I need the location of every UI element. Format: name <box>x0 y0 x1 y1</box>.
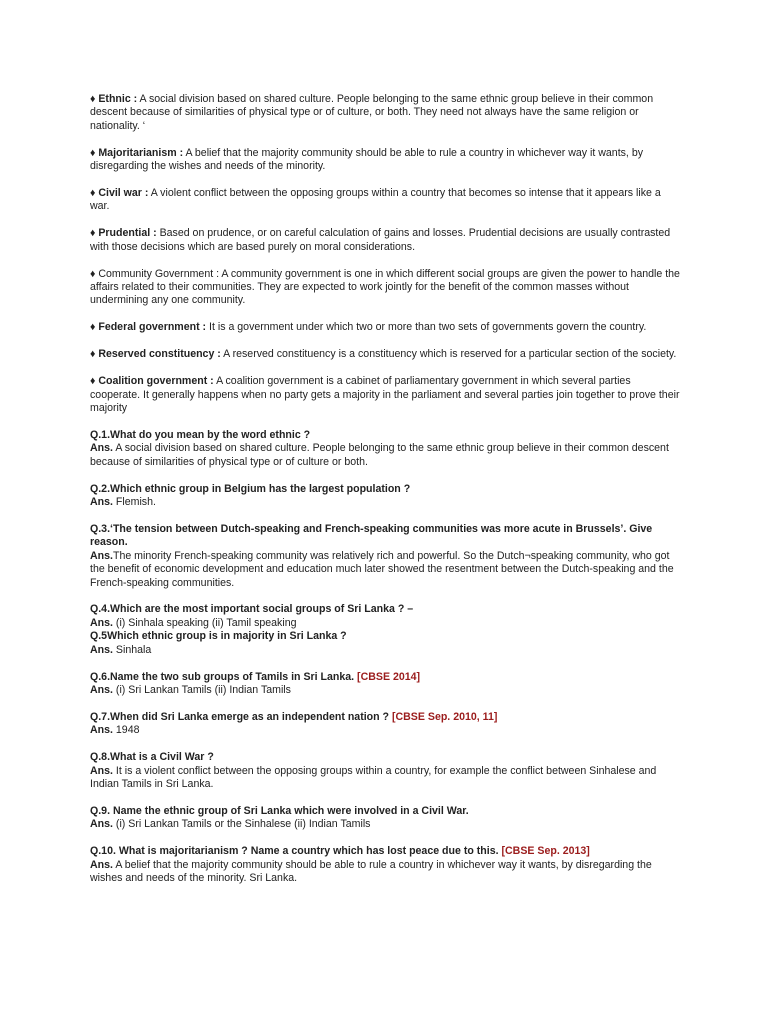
answer-text: It is a violent conflict between the opposing groups within a country, for example the conflict between Sinhalese and Indian Tamils in Sri Lanka. <box>90 764 657 791</box>
definition-term: ♦ Ethnic : <box>90 93 138 105</box>
definition-federal-government <box>90 321 680 334</box>
question-text: Q.3.‘The tension between Dutch-speaking and French-speaking communities was more acute in Brussels’. Give reason. <box>90 522 653 549</box>
definition-text: ♦ Community Government : A community government is one in which different social groups are given the power to handle the affairs related to their communities. They are expected to work jointly for the benefit of the common masses without undermining any one community. <box>90 267 680 307</box>
definition-term: ♦ Civil war : <box>90 187 149 200</box>
definition-text: A social division based on shared culture. People belonging to the same ethnic group believe in their common descent because of similarities of physical type or of culture, or both. They need not always have the same religion or nationality. ‘ <box>90 93 654 132</box>
question-text: Q.8.What is a Civil War ? <box>90 751 214 764</box>
definition-text: It is a government under which two or more than two sets of governments govern the country. <box>206 321 647 334</box>
answer-label: Ans. <box>90 643 113 656</box>
question-2 <box>90 483 680 510</box>
definition-ethnic <box>90 93 680 133</box>
answer-label: Ans. <box>90 616 113 629</box>
question-text: Q.7.When did Sri Lanka emerge as an independent nation ? <box>90 710 390 723</box>
answer-label: Ans. <box>90 549 113 562</box>
answer-text: The minority French-speaking community was relatively rich and powerful. So the Dutch¬speaking community, who got the benefit of economic development and education much later showed the resentment between the Dutch-speaking and the French-speaking communities. <box>90 549 674 589</box>
definition-text: A violent conflict between the opposing groups within a country that becomes so intense that it appears like a war. <box>90 187 661 213</box>
question-3 <box>90 523 680 590</box>
answer-text: Sinhala <box>112 643 152 656</box>
definition-text: Based on prudence, or on careful calculation of gains and losses. Prudential decisions are usually contrasted with those decisions which are based purely on moral considerations. <box>90 227 671 253</box>
document-body <box>90 93 680 899</box>
answer-label: Ans. <box>90 818 113 831</box>
exam-tag: [CBSE Sep. 2013] <box>498 845 590 858</box>
question-4 <box>90 603 680 630</box>
definition-text: A belief that the majority community should be able to rule a country in whichever way it wants, by disregarding the wishes and needs of the minority. <box>90 146 644 173</box>
answer-text: (i) Sri Lankan Tamils (ii) Indian Tamils <box>112 684 291 696</box>
question-7 <box>90 711 680 738</box>
answer-text: (i) Sinhala speaking (ii) Tamil speaking <box>112 616 297 629</box>
definition-text: A reserved constituency is a constituency which is reserved for a particular section of the society. <box>220 348 677 361</box>
definition-term: ♦ Prudential : <box>90 227 157 240</box>
question-1 <box>90 429 680 469</box>
definition-reserved-constituency <box>90 348 680 361</box>
answer-label: Ans. <box>90 858 113 871</box>
question-text: Q.4.Which are the most important social groups of Sri Lanka ? – <box>90 603 414 616</box>
definition-term: ♦ Reserved constituency : <box>90 348 221 361</box>
answer-text: (i) Sri Lankan Tamils or the Sinhalese (ii) Indian Tamils <box>112 818 371 831</box>
answer-label: Ans. <box>90 764 113 777</box>
answer-label: Ans. <box>90 724 113 737</box>
answer-text: A belief that the majority community should be able to rule a country in whichever way it wants, by disregarding the wishes and needs of the minority. Sri Lanka. <box>90 858 652 885</box>
question-text: Q.5Which ethnic group is in majority in Sri Lanka ? <box>90 630 347 643</box>
definition-term: ♦ Federal government : <box>90 321 207 334</box>
exam-tag: [CBSE 2014] <box>354 670 421 683</box>
definition-term: ♦ Majoritarianism : <box>90 146 184 159</box>
exam-tag: [CBSE Sep. 2010, 11] <box>389 710 498 723</box>
answer-text: Flemish. <box>112 496 156 509</box>
definition-community-government <box>90 268 680 308</box>
question-6 <box>90 671 680 698</box>
definition-prudential <box>90 227 680 254</box>
question-text: Q.6.Name the two sub groups of Tamils in Sri Lanka. <box>90 670 355 683</box>
definition-text: A coalition government is a cabinet of parliamentary government in which several parties cooperate. It generally happens when no party gets a majority in the parliament and several parties join together to prove their majority <box>90 375 680 414</box>
question-text: Q.10. What is majoritarianism ? Name a country which has lost peace due to this. <box>90 845 499 858</box>
question-9 <box>90 805 680 832</box>
question-8 <box>90 751 680 791</box>
definition-coalition-government <box>90 375 680 415</box>
definition-term: ♦ Coalition government : <box>90 375 214 388</box>
question-10 <box>90 845 680 885</box>
definition-majoritarianism <box>90 147 680 174</box>
answer-label: Ans. <box>90 496 113 509</box>
answer-label: Ans. <box>90 442 113 455</box>
answer-label: Ans. <box>90 684 113 696</box>
question-text: Q.2.Which ethnic group in Belgium has the largest population ? <box>90 482 411 495</box>
question-5 <box>90 630 680 657</box>
answer-text: A social division based on shared culture. People belonging to the same ethnic group believe in their common descent because of similarities of physical type or of culture or both. <box>90 442 669 468</box>
question-text: Q.9. Name the ethnic group of Sri Lanka which were involved in a Civil War. <box>90 804 469 817</box>
definition-civil-war <box>90 187 680 214</box>
question-text: Q.1.What do you mean by the word ethnic ? <box>90 428 311 441</box>
answer-text: 1948 <box>112 724 140 737</box>
